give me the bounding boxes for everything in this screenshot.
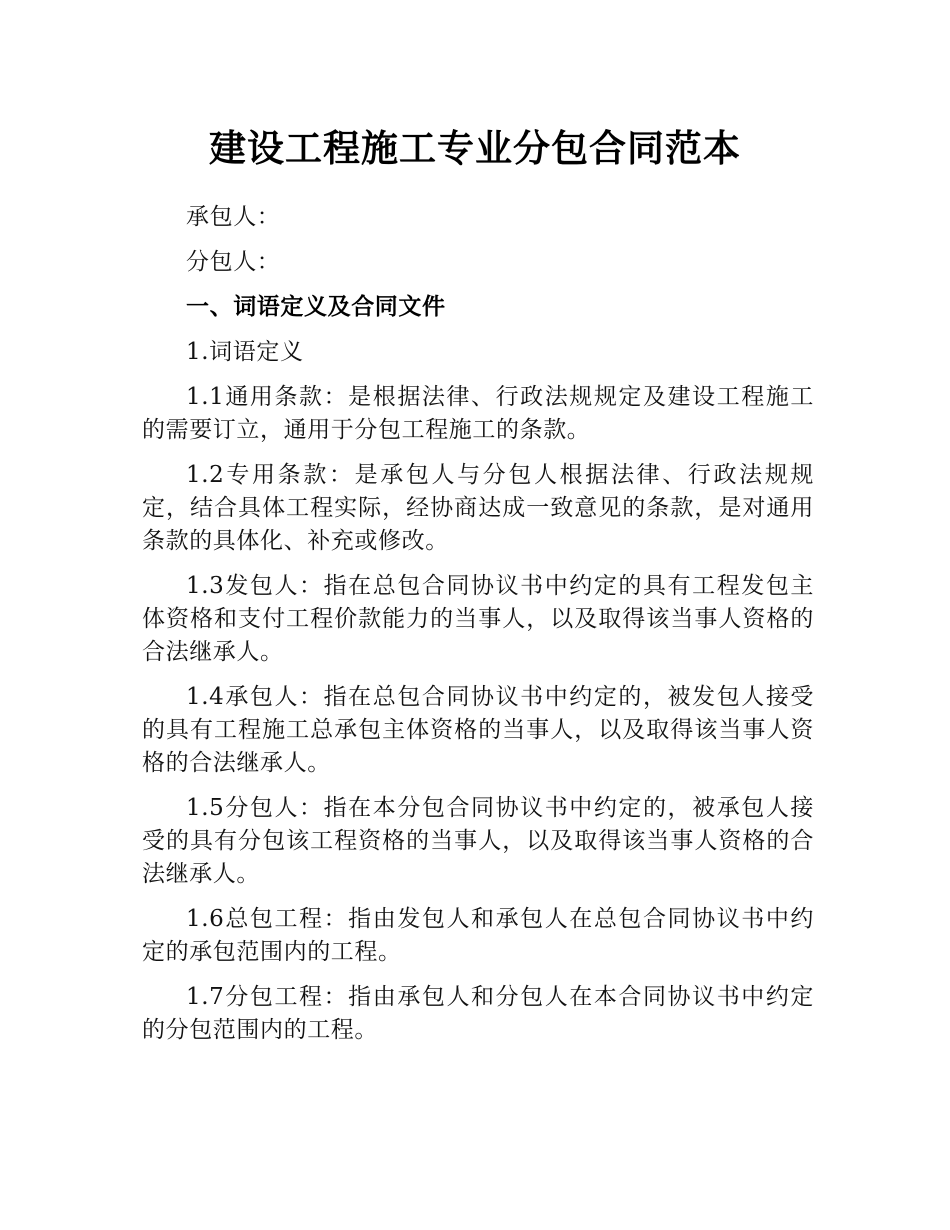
clause-1-4: 1.4承包人：指在总包合同协议书中约定的，被发包人接受的具有工程施工总承包主体资格的当事人，以及取得该当事人资格的合法继承人。 bbox=[142, 684, 814, 776]
subcontractor-label: 分包人： bbox=[186, 249, 281, 275]
document-title: 建设工程施工专业分包合同范本 bbox=[209, 127, 741, 170]
clause-1-7: 1.7分包工程：指由承包人和分包人在本合同协议书中约定的分包范围内的工程。 bbox=[142, 984, 814, 1043]
clause-1-3: 1.3发包人：指在总包合同协议书中约定的具有工程发包主体资格和支付工程价款能力的当事人，以及取得该当事人资格的合法继承人。 bbox=[142, 573, 814, 665]
clause-1-5: 1.5分包人：指在本分包合同协议书中约定的，被承包人接受的具有分包该工程资格的当事人，以及取得该当事人资格的合法继承人。 bbox=[142, 795, 814, 887]
section-heading: 一、词语定义及合同文件 bbox=[186, 294, 446, 320]
clause-1-1: 1.1通用条款：是根据法律、行政法规规定及建设工程施工的需要订立，通用于分包工程施工的条款。 bbox=[142, 384, 814, 443]
subsection-heading: 1.词语定义 bbox=[186, 339, 304, 365]
clause-1-6: 1.6总包工程：指由发包人和承包人在总包合同协议书中约定的承包范围内的工程。 bbox=[142, 906, 814, 965]
contractor-label: 承包人： bbox=[186, 204, 281, 230]
clause-1-2: 1.2专用条款：是承包人与分包人根据法律、行政法规规定，结合具体工程实际，经协商达成一致意见的条款，是对通用条款的具体化、补充或修改。 bbox=[142, 462, 814, 554]
document-body bbox=[142, 201, 814, 1059]
